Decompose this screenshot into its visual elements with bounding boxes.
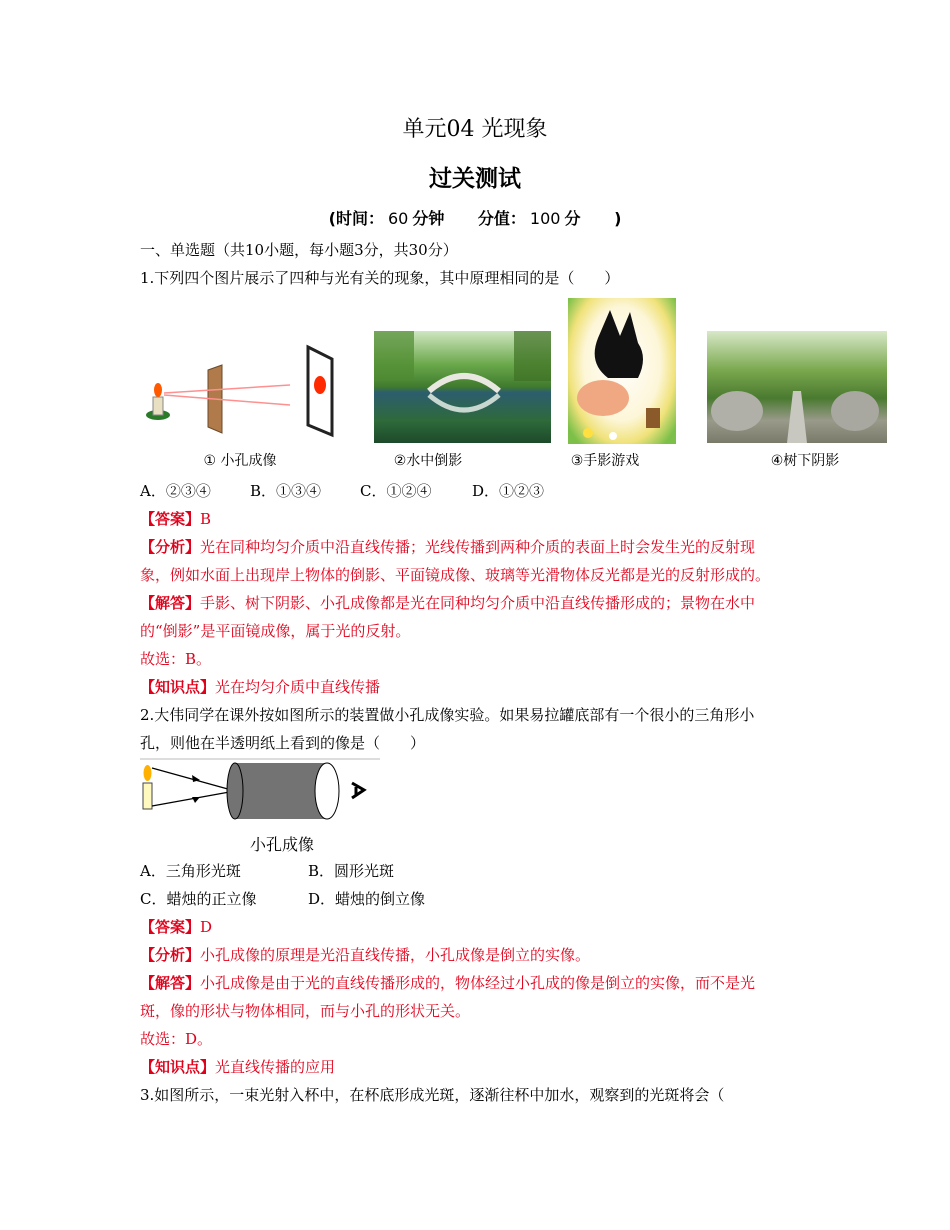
q1-solution: 【解答】手影、树下阴影、小孔成像都是光在同种均匀介质中沿直线传播形成的；景物在水中 (140, 594, 756, 612)
page-title: 单元04 光现象 (402, 117, 548, 142)
pinhole-illustration (140, 335, 340, 445)
q1-analysis: 【分析】光在同种均匀介质中沿直线传播；光线传播到两种介质的表面上时会发生光的反射现 (140, 538, 756, 556)
q2-option-b[interactable]: B．圆形光斑 (308, 862, 395, 880)
water-reflection-photo (374, 331, 551, 443)
q2-conclusion: 故选：D。 (140, 1030, 213, 1048)
pinhole-can-figure (140, 758, 380, 822)
stone-statues-drawing (707, 331, 887, 443)
score-label: 分值： 100 分 (477, 209, 581, 228)
section-heading: 一、单选题（共10小题，每小题3分，共30分） (140, 241, 458, 259)
q2-option-d[interactable]: D．蜡烛的倒立像 (308, 890, 426, 908)
q2-options-row1 (140, 861, 394, 881)
q2-option-c[interactable]: C．蜡烛的正立像 (140, 890, 257, 908)
hand-shadow-drawing (568, 298, 676, 444)
q1-caption-4: ④树下阴影 (770, 453, 840, 469)
time-label: (时间： 60 分钟 (328, 209, 445, 228)
pinhole-can-diagram (140, 758, 380, 822)
pinhole-figure (140, 335, 340, 445)
q1-solution-cont: 的“倒影”是平面镜成像，属于光的反射。 (140, 622, 411, 640)
q1-knowledge: 【知识点】光在均匀介质中直线传播 (140, 678, 381, 696)
q1-options (140, 481, 544, 501)
q1-caption-3: ③手影游戏 (570, 453, 640, 469)
tree-shade-photo (707, 331, 887, 443)
q3-stem: 3.如图所示，一束光射入杯中，在杯底形成光斑，逐渐往杯中加水，观察到的光斑将会（ (140, 1086, 725, 1104)
q1-conclusion: 故选：B。 (140, 650, 212, 668)
page-subtitle: 过关测试 (429, 166, 521, 192)
exam-meta (0, 206, 950, 229)
q1-analysis-cont: 象，例如水面上出现岸上物体的倒影、平面镜成像、玻璃等光滑物体反光都是光的反射形成的。 (140, 566, 771, 584)
q1-option-c[interactable]: C．①②④ (360, 482, 432, 500)
q2-figure-caption: 小孔成像 (249, 835, 314, 854)
q2-stem: 2.大伟同学在课外按如图所示的装置做小孔成像实验。如果易拉罐底部有一个很小的三角形小 (140, 706, 755, 724)
q1-option-b[interactable]: B．①③④ (250, 482, 322, 500)
q2-analysis: 【分析】小孔成像的原理是光沿直线传播，小孔成像是倒立的实像。 (140, 946, 591, 964)
q2-solution-cont: 斑，像的形状与物体相同，而与小孔的形状无关。 (140, 1002, 471, 1020)
q1-caption-2: ②水中倒影 (393, 453, 463, 469)
q1-answer: 【答案】B (140, 510, 212, 528)
close-paren: ) (614, 209, 622, 228)
bridge-drawing (374, 331, 551, 443)
q2-knowledge: 【知识点】光直线传播的应用 (140, 1058, 336, 1076)
q2-option-a[interactable]: A．三角形光斑 (140, 862, 241, 880)
hand-shadow-photo (568, 298, 676, 444)
q2-solution: 【解答】小孔成像是由于光的直线传播形成的，物体经过小孔成的像是倒立的实像，而不是光 (140, 974, 756, 992)
q1-option-a[interactable]: A．②③④ (140, 482, 211, 500)
q2-stem-cont: 孔，则他在半透明纸上看到的像是（ ） (140, 734, 426, 752)
q2-options-row2 (140, 889, 425, 909)
q2-answer: 【答案】D (140, 918, 213, 936)
q1-caption-1: ① 小孔成像 (203, 453, 277, 469)
q1-stem: 1.下列四个图片展示了四种与光有关的现象，其中原理相同的是（ ） (140, 269, 620, 287)
q1-option-d[interactable]: D．①②③ (472, 482, 545, 500)
